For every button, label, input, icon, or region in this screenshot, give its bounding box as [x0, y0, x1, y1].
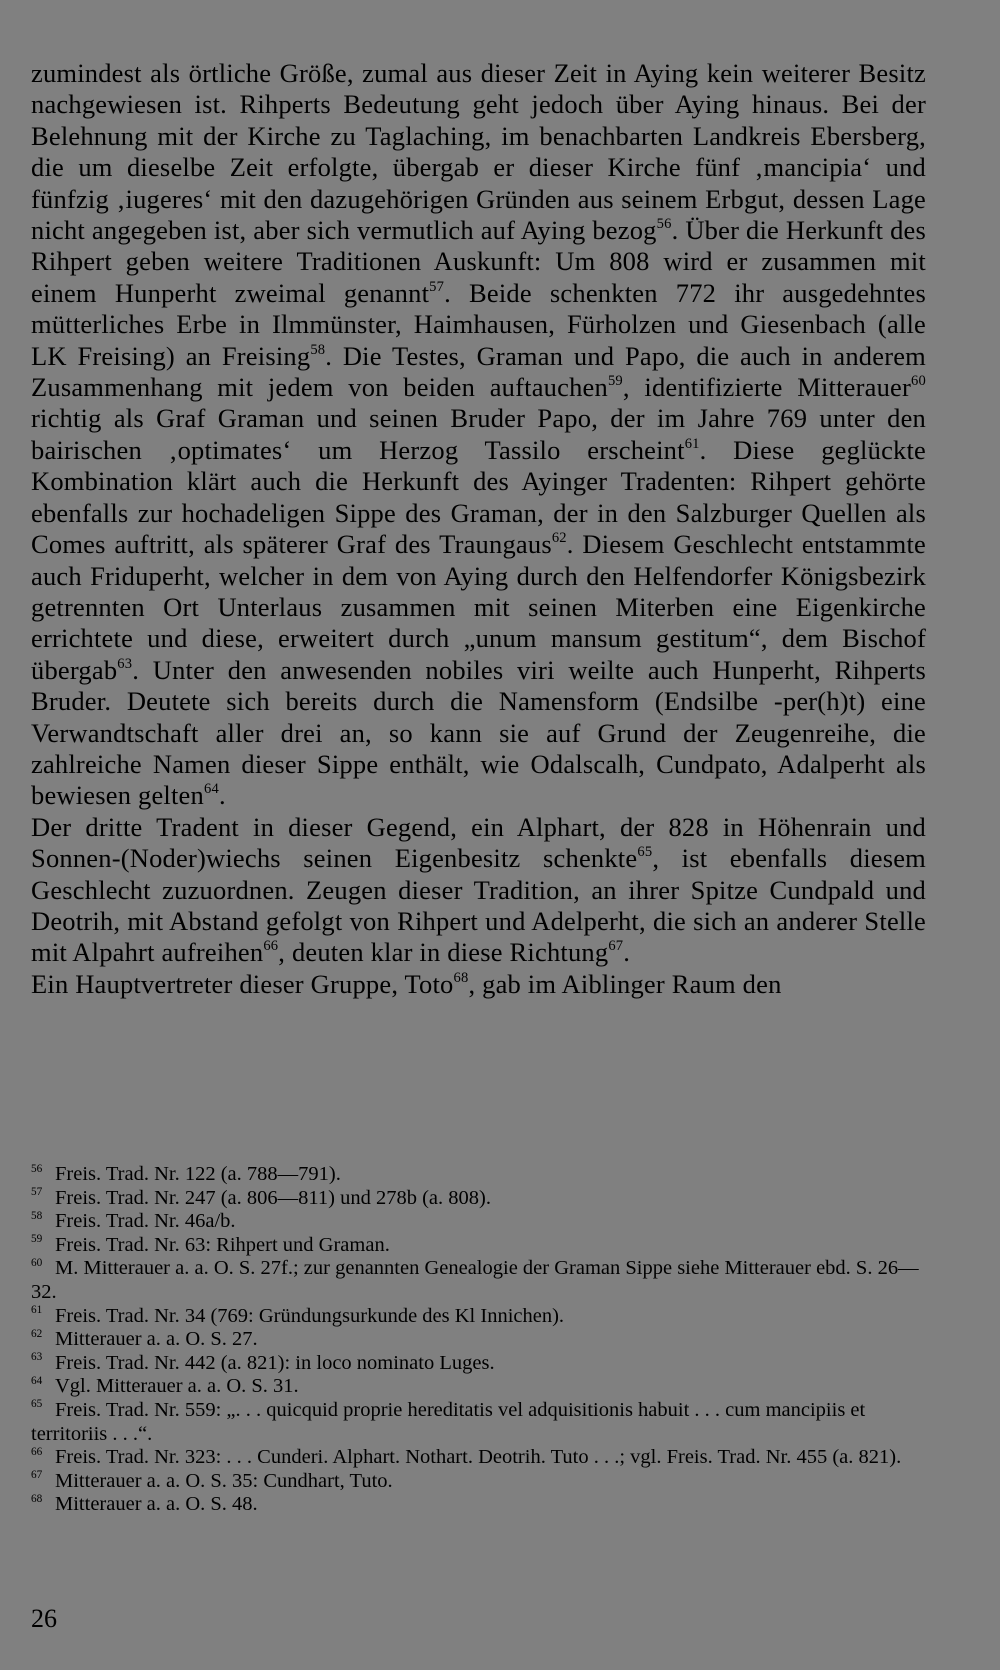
text-span: zumindest als örtliche Größe, zumal aus dieser Zeit in Aying kein weiterer Besitz nachgewiesen ist. Rihperts Bedeutung geht jedoch über Aying hinaus. Bei der Belehnung mit der Kirche zu Taglaching, im benachbarten Landkreis Ebersberg, die um dieselbe Zeit erfolgte, übergab er dieser Kirche fünf ‚mancipia‘ und fünfzig ‚iugeres‘ mit den dazugehörigen Gründen aus seinem Erbgut, dessen Lage nicht angegeben ist, aber sich vermutlich auf Aying bezog: [31, 58, 926, 246]
text-span: richtig als Graf Graman und seinen Bruder Papo, der im Jahre 769 unter den bairischen ‚optimates‘ um Herzog Tassilo erscheint: [31, 403, 926, 465]
footnote-text: Freis. Trad. Nr. 559: „. . . quicquid proprie hereditatis vel adquisitionis habuit . . . cum mancipiis et territoriis . . .“.: [31, 1398, 866, 1445]
footnotes: [31, 1163, 926, 1517]
footnote-text: Freis. Trad. Nr. 46a/b.: [55, 1210, 236, 1233]
footnote-ref[interactable]: 58: [310, 341, 326, 358]
footnote-text: M. Mitterauer a. a. O. S. 27f.; zur genannten Genealogie der Graman Sippe siehe Mitterauer ebd. S. 26—32.: [31, 1257, 919, 1303]
footnote-text: Mitterauer a. a. O. S. 48.: [55, 1493, 258, 1516]
text-span: .: [623, 937, 631, 968]
footnote: $^{68}$ Mitterauer a. a. O. S. 48.: [31, 1492, 258, 1516]
text-span: Ein Hauptvertreter dieser Gruppe, Toto: [31, 968, 454, 999]
text-span: . Diese geglückte Kombination klärt auch die Herkunft des Ayinger Tradenten: Rihpert gehörte ebenfalls zur hochadeligen Sippe des Graman, der in den Salzburger Quellen als Comes auftritt, als späterer Graf des Traungaus: [31, 434, 926, 560]
footnote-text: Mitterauer a. a. O. S. 27.: [55, 1328, 258, 1351]
footnote: $^{65}$ Freis. Trad. Nr. 559: „. . . quicquid proprie hereditatis vel adquisitionis habuit . . . cum mancipiis et territoriis . . .“.: [31, 1398, 866, 1445]
paragraph-2: [31, 812, 926, 969]
footnote: $^{58}$ Freis. Trad. Nr. 46a/b.: [31, 1209, 236, 1233]
text-span: . Die Testes, Graman und Papo, die auch in anderem Zusammenhang mit jedem von beiden auftauchen: [31, 340, 926, 403]
footnote: $^{66}$ Freis. Trad. Nr. 323: . . . Cunderi. Alphart. Nothart. Deotrih. Tuto . . .; vgl. Freis. Trad. Nr. 455 (a. 821).: [31, 1445, 902, 1469]
footnote-text: Freis. Trad. Nr. 63: Rihpert und Graman.: [55, 1233, 390, 1256]
footnote: $^{60}$ M. Mitterauer a. a. O. S. 27f.; zur genannten Genealogie der Graman Sippe siehe Mitterauer ebd. S. 26—32.: [31, 1256, 919, 1303]
footnote: $^{64}$ Vgl. Mitterauer a. a. O. S. 31.: [31, 1374, 299, 1398]
footnote: $^{62}$ Mitterauer a. a. O. S. 27.: [31, 1327, 258, 1351]
page-number: 26: [31, 1604, 57, 1633]
footnote-ref[interactable]: 65: [637, 844, 653, 861]
footnote-text: Freis. Trad. Nr. 247 (a. 806—811) und 278b (a. 808).: [55, 1186, 491, 1209]
footnote-ref[interactable]: 59: [607, 373, 623, 390]
text-span: , ist ebenfalls diesem Geschlecht zuzuordnen. Zeugen dieser Tradition, an ihrer Spitze Cundpald und Deotrih, mit Abstand gefolgt von Rihpert und Adelperht, die sich an anderer Stelle mit Alpahrt aufreihen: [31, 843, 926, 968]
footnote: $^{63}$ Freis. Trad. Nr. 442 (a. 821): in loco nominato Luges.: [31, 1351, 495, 1374]
footnote-text: Freis. Trad. Nr. 122 (a. 788—791).: [55, 1163, 341, 1185]
footnote: $^{59}$ Freis. Trad. Nr. 63: Rihpert und Graman.: [31, 1233, 390, 1256]
text-span: , identifizierte Mitterauer: [622, 372, 912, 403]
footnote: $^{57}$ Freis. Trad. Nr. 247 (a. 806—811) und 278b (a. 808).: [31, 1186, 491, 1209]
text-span: . Unter den anwesenden nobiles viri weilte auch Hunperht, Rihperts Bruder. Deutete sich bereits durch die Namensform (Endsilbe -per(h)t) eine Verwandtschaft aller drei an, so kann sie auf Grund der Zeugenreihe, die zahlreiche Namen dieser Sippe enthält, wie Odalscalh, Cundpato, Adalperht als bewiesen gelten: [31, 654, 926, 811]
footnote-ref[interactable]: 63: [117, 655, 133, 672]
text-span: Der dritte Tradent in dieser Gegend, ein Alphart, der 828 in Höhenrain und Sonnen-(Noder)wiechs seinen Eigenbesitz schenkte: [31, 811, 926, 874]
paragraph-1: [31, 58, 926, 812]
footnote-ref[interactable]: 67: [608, 938, 624, 955]
footnote-ref[interactable]: 62: [551, 530, 567, 547]
footnote: $^{56}$ Freis. Trad. Nr. 122 (a. 788—791).: [31, 1162, 341, 1185]
text-span: . Diesem Geschlecht entstammte auch Friduperht, welcher in dem von Aying durch den Helfendorfer Königsbezirk getrennten Ort Unterlaus zusammen mit seinen Miterben eine Eigenkirche errichtete und diese, erweitert durch „unum mansum gestitum“, dem Bischof übergab: [31, 529, 926, 685]
footnote: $^{61}$ Freis. Trad. Nr. 34 (769: Gründungsurkunde des Kl Innichen).: [31, 1304, 565, 1327]
footnote-text: Vgl. Mitterauer a. a. O. S. 31.: [55, 1375, 299, 1398]
text-span: , gab im Aiblinger Raum den: [468, 968, 782, 999]
text-span: . Über die Herkunft des Rihpert geben weitere Traditionen Auskunft: Um 808 wird er zusammen mit einem Hunperht zweimal genannt: [31, 215, 926, 308]
footnote-text: Freis. Trad. Nr. 442 (a. 821): in loco nominato Luges.: [55, 1351, 495, 1374]
footnote-ref[interactable]: 66: [263, 938, 279, 955]
footnote-ref[interactable]: 68: [453, 969, 469, 986]
text-span: . Beide schenkten 772 ihr ausgedehntes mütterliches Erbe in Ilmmünster, Haimhausen, Fürholzen und Giesenbach (alle LK Freising) an Freising: [31, 277, 926, 371]
footnote-text: Freis. Trad. Nr. 323: . . . Cunderi. Alphart. Nothart. Deotrih. Tuto . . .; vgl. Freis. Trad. Nr. 455 (a. 821).: [55, 1446, 902, 1469]
footnote-ref[interactable]: 60: [911, 373, 926, 390]
footnote-text: Freis. Trad. Nr. 34 (769: Gründungsurkunde des Kl Innichen).: [55, 1304, 565, 1327]
footnote-ref[interactable]: 57: [429, 278, 445, 295]
text-span: , deuten klar in diese Richtung: [278, 937, 609, 968]
footnote-text: Mitterauer a. a. O. S. 35: Cundhart, Tuto.: [55, 1469, 393, 1492]
text-span: .: [218, 780, 226, 811]
main-text: [31, 58, 926, 1000]
paragraph-3: [31, 969, 926, 1000]
footnote: $^{67}$ Mitterauer a. a. O. S. 35: Cundhart, Tuto.: [31, 1469, 393, 1492]
footnote-ref[interactable]: 56: [656, 216, 672, 233]
footnote-ref[interactable]: 61: [684, 435, 700, 452]
footnote-ref[interactable]: 64: [203, 781, 219, 798]
